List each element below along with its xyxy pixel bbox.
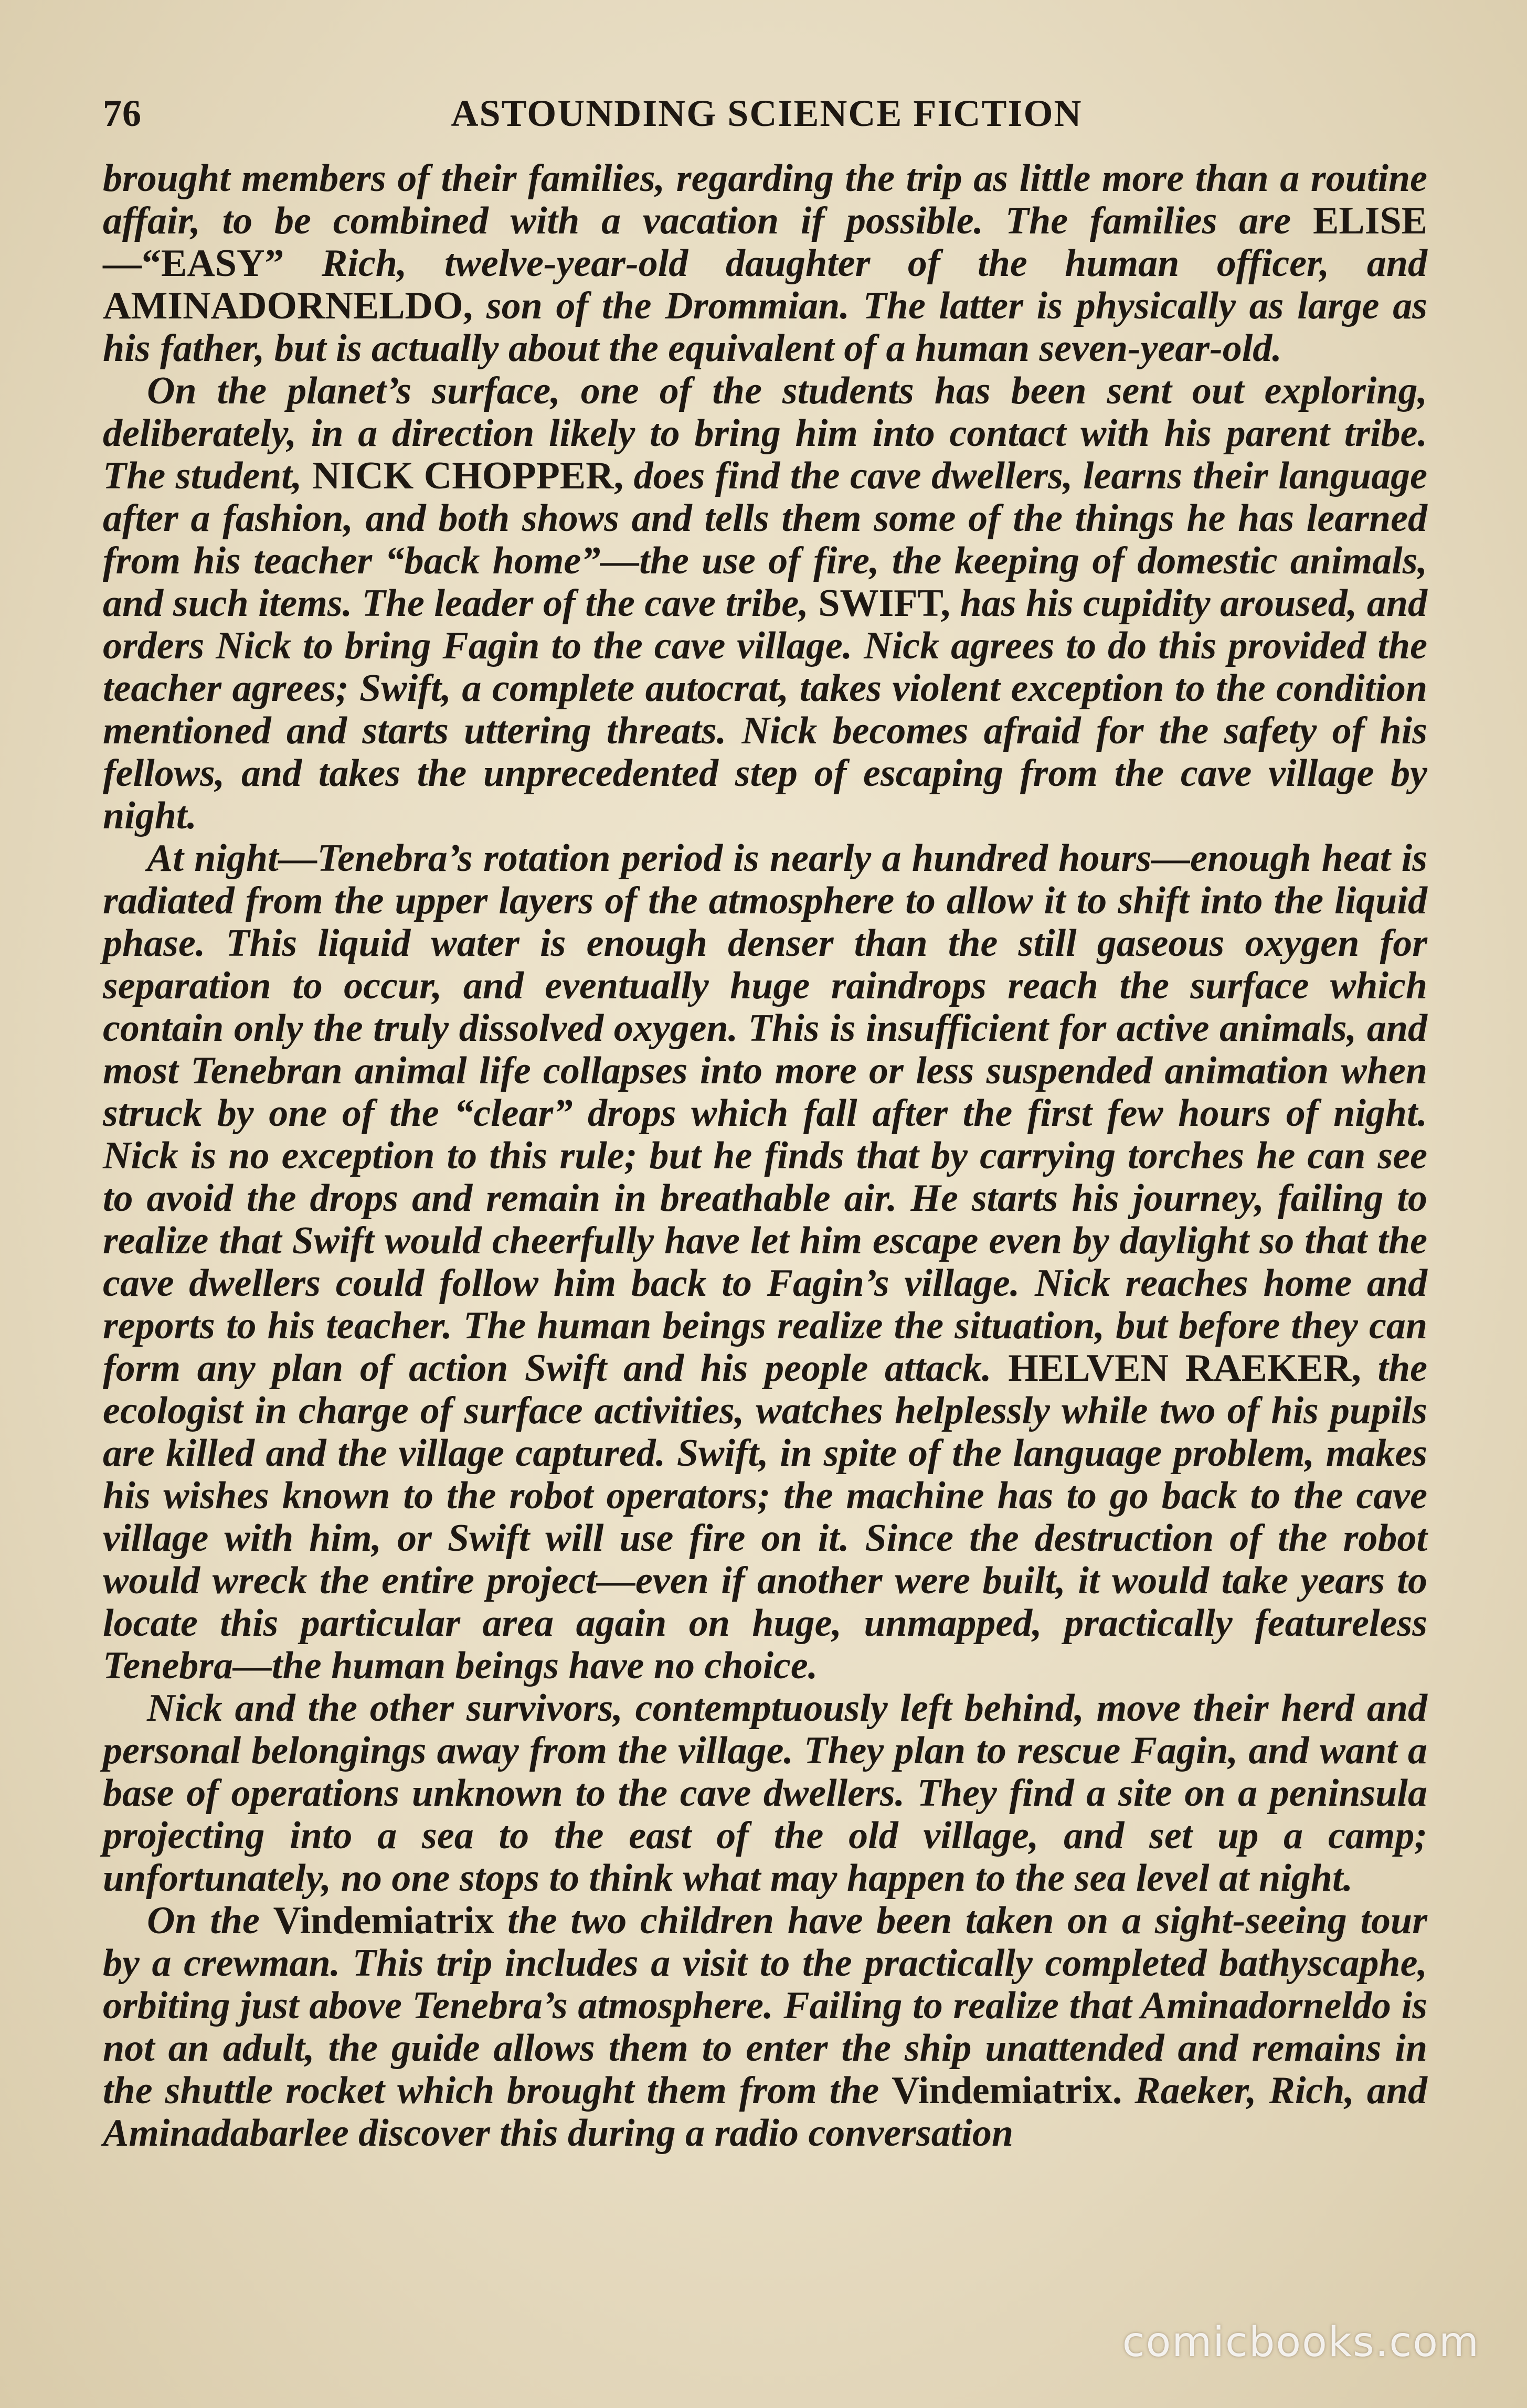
text-run: On the <box>147 1899 273 1942</box>
running-title: ASTOUNDING SCIENCE FICTION <box>451 92 1083 134</box>
paragraph-3 <box>103 837 1427 1687</box>
text-run: At night—Tenebra’s rotation period is nearly a hundred hours—enough heat is radiated from the upper layers of the atmosphere to allow it to shift into the liquid phase. This liquid water is enough denser than the still gaseous oxygen for separation to occur, and eventually huge raindrops reach the surface which contain only the truly dissolved oxygen. This is insufficient for active animals, and most Tenebran animal life collapses into more or less suspended animation when struck by one of the “clear” drops which fall after the first few hours of night. Nick is no exception to this rule; but he finds that by carrying torches he can see to avoid the drops and remain in breathable air. He starts his journey, failing to realize that Swift would cheerfully have let him escape even by daylight so that the cave dwellers could follow him back to Fagin’s village. Nick reaches home and reports to his teacher. The human beings realize the situation, but before they can form any plan of action Swift and his people attack. <box>103 837 1427 1390</box>
paragraph-1 <box>103 157 1427 370</box>
ship-name: Vindemiatrix <box>273 1899 494 1942</box>
text-run: Rich, twelve-year-old daughter of the human officer, and <box>284 242 1427 285</box>
character-name: ELISE—“EASY” <box>103 199 1427 285</box>
text-run: the ecologist in charge of surface activities, watches helplessly while two of his pupils are killed and the village captured. Swift, in spite of the language problem, makes his wishes known to the robot operators; the machine has to go back to the cave village with him, or Swift will use fire on it. Since the destruction of the robot would wreck the entire project—even if another were built, it would take years to locate this particular area again on huge, unmapped, practically featureless Tenebra—the human beings have no choice. <box>103 1347 1427 1687</box>
ship-name: Vindemiatrix. <box>892 2069 1122 2112</box>
paragraph-4: Nick and the other survivors, contemptuously left behind, move their herd and personal belongings away from the village. They plan to rescue Fagin, and want a base of operations unknown to the cave dwellers. They find a site on a peninsula projecting into a sea to the east of the old village, and set up a camp; unfortunately, no one stops to think what may happen to the sea level at night. <box>103 1687 1427 1900</box>
character-name: HELVEN RAEKER, <box>1008 1347 1361 1390</box>
page-header <box>103 92 1430 150</box>
synopsis-text <box>103 157 1427 2155</box>
paragraph-5 <box>103 1900 1427 2155</box>
watermark: comicbooks.com <box>1122 2319 1480 2366</box>
text-run: the two children have been taken on a sight-seeing tour by a crewman. This trip includes a visit to the practically completed bathyscaphe, orbiting just above Tenebra’s atmosphere. Failing to realize that Aminadorneldo is not an adult, the guide allows them to enter the ship unattended and remains in the shuttle rocket which brought them from the <box>103 1899 1428 2112</box>
character-name: AMINADORNELDO, <box>103 284 473 327</box>
character-name: NICK CHOPPER, <box>312 454 624 497</box>
text-run: Raeker, Rich, and Aminadabarlee discover this during a radio conversation <box>103 2069 1427 2155</box>
text-run: On the planet’s surface, one of the students has been sent out exploring, deliberately, in a direction likely to bring him into contact with his parent tribe. The student, <box>103 369 1427 497</box>
paragraph-2 <box>103 370 1427 837</box>
text-run: has his cupidity aroused, and orders Nick to bring Fagin to the cave village. Nick agrees to do this provided the teacher agrees; Swift, a complete autocrat, takes violent exception to the condition mentioned and starts uttering threats. Nick becomes afraid for the safety of his fellows, and takes the unprecedented step of escaping from the cave village by night. <box>103 582 1427 837</box>
page-number: 76 <box>103 92 142 134</box>
character-name: SWIFT, <box>818 582 950 625</box>
text-run: brought members of their families, regarding the trip as little more than a routine affair, to be combined with a vacation if possible. The families are <box>103 157 1427 242</box>
text-run: son of the Drommian. The latter is physically as large as his father, but is actually about the equivalent of a human seven-year-old. <box>103 284 1427 370</box>
text-run: does find the cave dwellers, learns their language after a fashion, and both shows and tells them some of the things he has learned from his teacher “back home”—the use of fire, the keeping of domestic animals, and such items. The leader of the cave tribe, <box>103 454 1427 625</box>
